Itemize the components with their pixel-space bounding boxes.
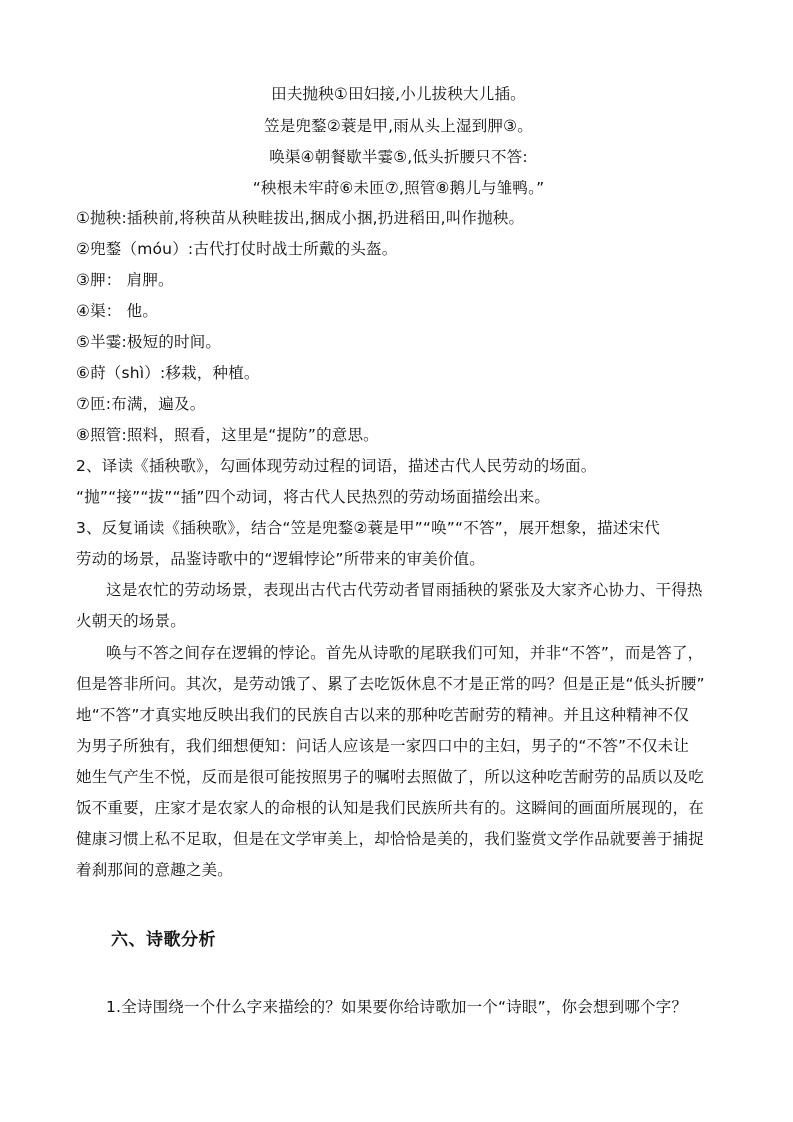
note-8: ⑧照管:照料，照看，这里是“提防”的意思。 bbox=[76, 426, 379, 444]
task2-question: 2、译读《插秧歌》，勾画体现劳动过程的词语，描述古代人民劳动的场面。 bbox=[76, 457, 597, 475]
task3-para2-line-6: 饭不重要，庄家才是农家人的命根的认知是我们民族所共有的。这瞬间的画面所展现的，在 bbox=[76, 799, 705, 817]
task3-para2-line-4: 为男子所独有，我们细想便知：问话人应该是一家四口中的主妇，男子的“不答”不仅未让 bbox=[76, 737, 690, 755]
section-heading: 六、诗歌分析 bbox=[111, 930, 216, 950]
task3-para2-line-3: 地“不答”才真实地反映出我们的民族自古以来的那种吃苦耐劳的精神。并且这种精神不仅 bbox=[76, 706, 690, 724]
note-3: ③胛： 肩胛。 bbox=[76, 271, 174, 289]
note-4: ④渠： 他。 bbox=[76, 302, 159, 320]
task3-question-line-1: 3、反复诵读《插秧歌》，结合“笠是兜鍪②蓑是甲”“唤”“不答”，展开想象，描述宋代 bbox=[76, 519, 660, 537]
task3-para1-line-2: 火朝天的场景。 bbox=[76, 612, 186, 630]
task3-para1-line-1: 这是农忙的劳动场景，表现出古代古代劳动者冒雨插秧的紧张及大家齐心协力、干得热 bbox=[106, 581, 703, 599]
task3-question-line-2: 劳动的场景，品鉴诗歌中的“逻辑悖论”所带来的审美价值。 bbox=[76, 550, 485, 568]
poem-line-2: 笠是兜鍪②蓑是甲,雨从头上湿到胛③。 bbox=[264, 117, 533, 135]
task3-para2-line-5: 她生气产生不悦，反而是很可能按照男子的嘱咐去照做了，所以这种吃苦耐劳的品质以及吃 bbox=[76, 768, 705, 786]
task2-answer: “抛”“接”“拔”“插”四个动词，将古代人民热烈的劳动场面描绘出来。 bbox=[76, 488, 551, 506]
poem-line-1: 田夫抛秧①田妇接,小儿拔秧大儿插。 bbox=[271, 85, 526, 103]
task3-para2-line-1: 唤与不答之间存在逻辑的悖论。首先从诗歌的尾联我们可知，并非“不答”，而是答了， bbox=[106, 644, 704, 662]
note-1: ①抛秧:插秧前,将秧苗从秧畦拔出,捆成小捆,扔进稻田,叫作抛秧。 bbox=[76, 209, 525, 227]
poem-line-4: “秧根未牢莳⑥未匝⑦,照管⑧鹅儿与雏鸭。” bbox=[252, 179, 545, 197]
task3-para2-line-2: 但是答非所问。其次，是劳动饿了、累了去吃饭休息不才是正常的吗？但是正是“低头折腰” bbox=[76, 675, 705, 693]
note-6: ⑥莳（shì）:移栽，种植。 bbox=[76, 364, 260, 382]
poem-line-3: 唤渠④朝餐歇半霎⑤,低头折腰只不答: bbox=[269, 148, 528, 166]
task3-para2-line-7: 健康习惯上私不足取，但是在文学审美上，却恰恰是美的，我们鉴赏文学作品就要善于捕捉 bbox=[76, 830, 705, 848]
note-2: ②兜鍪（móu）:古代打仗时战士所戴的头盔。 bbox=[76, 240, 398, 258]
section6-question-1: 1.全诗围绕一个什么字来描绘的？如果要你给诗歌加一个“诗眼”，你会想到哪个字？ bbox=[106, 998, 688, 1016]
note-5: ⑤半霎:极短的时间。 bbox=[76, 333, 222, 351]
note-7: ⑦匝:布满，遍及。 bbox=[76, 395, 206, 413]
task3-para2-line-8: 着刹那间的意趣之美。 bbox=[76, 861, 234, 879]
